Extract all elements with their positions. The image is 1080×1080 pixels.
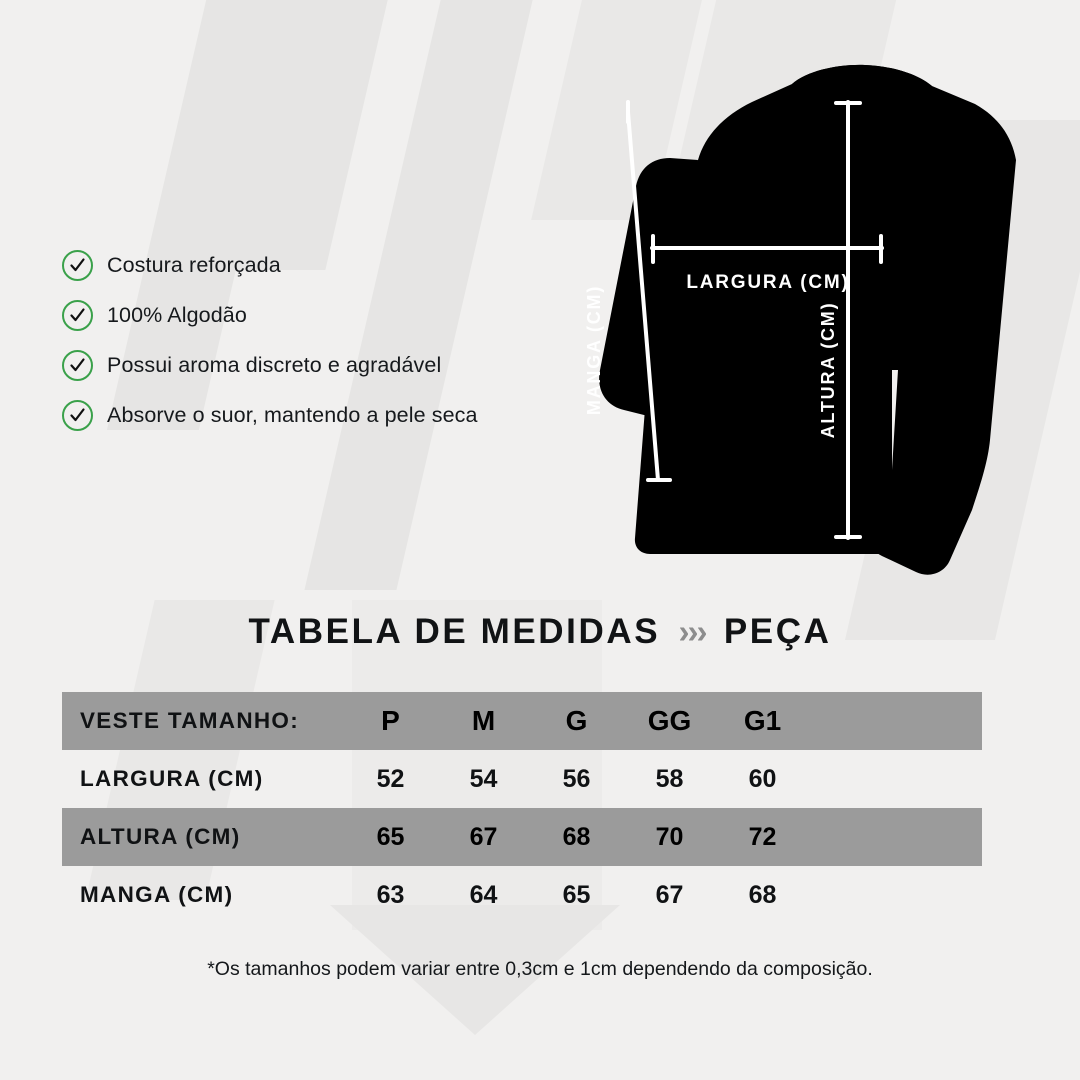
chevrons-icon: ››› [678,613,706,650]
table-header-size-p: P [381,705,400,736]
cell-manga-p: 63 [376,880,405,909]
check-icon [62,300,93,331]
table-header-label: VESTE TAMANHO: [80,708,300,733]
table-header-row [62,692,982,750]
table-row [62,808,982,866]
feature-list [62,240,582,440]
cell-largura-m: 54 [469,764,498,793]
list-item [62,240,582,290]
list-item [62,390,582,440]
table-header-size-g1: G1 [743,705,782,736]
feature-label: Costura reforçada [107,252,281,277]
table-row [62,866,982,924]
row-label-largura: LARGURA (CM) [80,766,264,791]
feature-label: 100% Algodão [107,302,247,327]
list-item [62,290,582,340]
page-title-suffix: PEÇA [723,612,832,651]
measurements-table [62,692,982,924]
width-label: LARGURA (CM) [686,272,850,293]
check-icon [62,400,93,431]
footnote: *Os tamanhos podem variar entre 0,3cm e 1cm dependendo da composição. [207,958,873,980]
cell-manga-gg: 67 [655,880,684,909]
cell-manga-g: 65 [562,880,591,909]
feature-label: Absorve o suor, mantendo a pele seca [107,402,478,427]
height-label: ALTURA (CM) [818,301,838,439]
feature-label: Possui aroma discreto e agradável [107,352,442,377]
check-icon [62,350,93,381]
sleeve-label: MANGA (CM) [584,284,604,416]
table-header-size-m: M [471,705,496,736]
cell-altura-g: 68 [562,822,591,851]
cell-largura-p: 52 [376,764,405,793]
cell-altura-g1: 72 [748,822,777,851]
page-title [0,612,1080,652]
table-header-size-g: G [565,705,588,736]
check-icon [62,250,93,281]
table-row [62,750,982,808]
table-header-size-gg: GG [647,705,692,736]
cell-largura-g1: 60 [748,764,777,793]
cell-altura-m: 67 [469,822,498,851]
row-label-manga: MANGA (CM) [80,882,234,907]
cell-altura-p: 65 [376,822,405,851]
list-item [62,340,582,390]
row-label-altura: ALTURA (CM) [80,824,241,849]
cell-manga-m: 64 [469,880,498,909]
garment-diagram [520,40,1020,580]
cell-altura-gg: 70 [655,822,684,851]
cell-largura-g: 56 [562,764,591,793]
cell-largura-gg: 58 [655,764,684,793]
cell-manga-g1: 68 [748,880,777,909]
page-title-main: TABELA DE MEDIDAS [248,612,661,651]
